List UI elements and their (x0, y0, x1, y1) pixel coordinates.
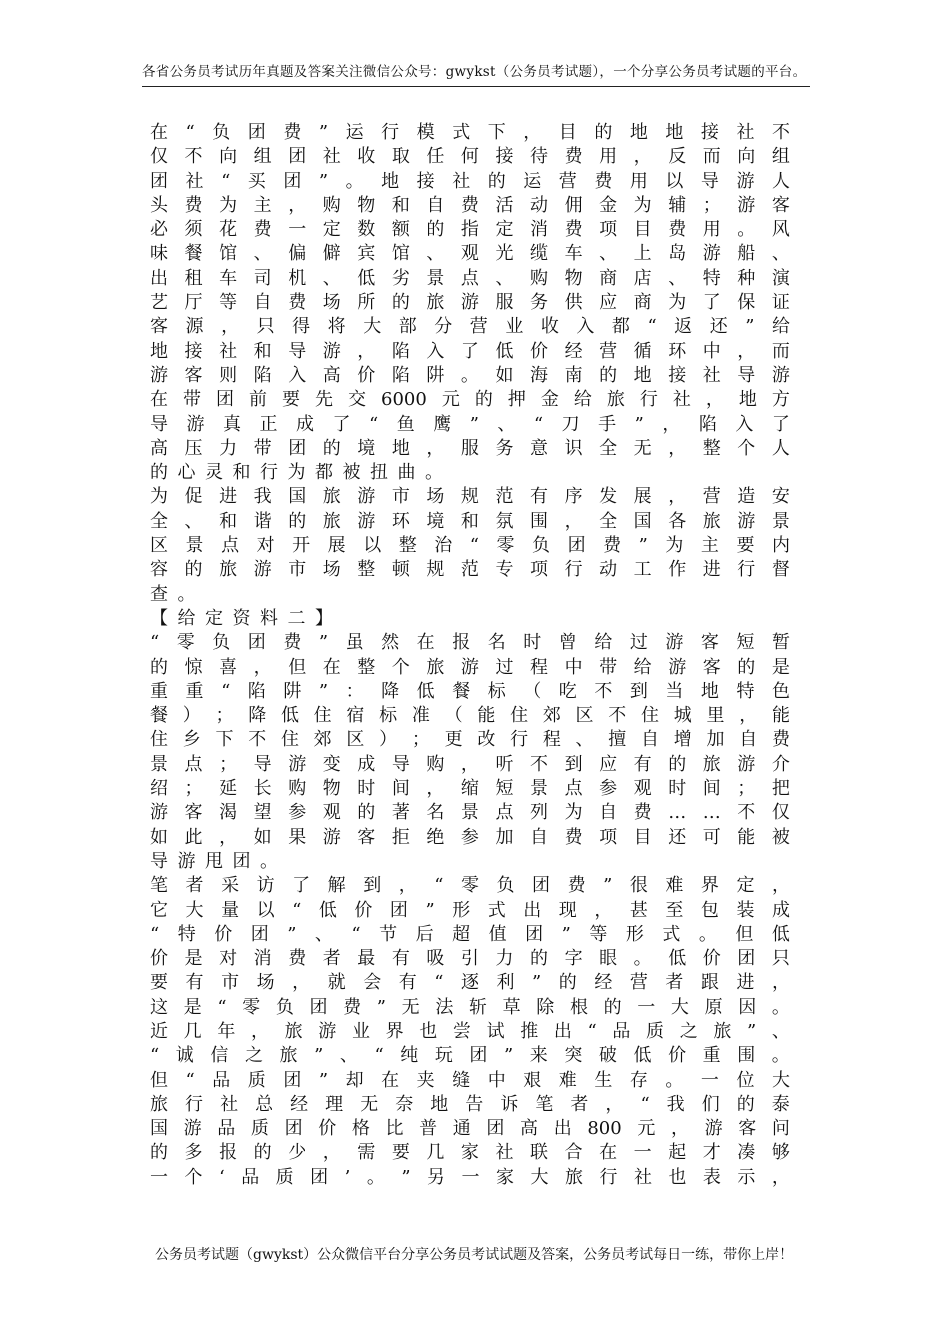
page-footer: 公务员考试题（gwykst）公众微信平台分享公务员考试试题及答案，公务员考试每日一练，带你上岸！ (155, 1247, 794, 1263)
text-line: 这 是 “ 零 负 团 费 ” 无 法 斩 草 除 根 的 一 大 原 因 。 (150, 996, 790, 1018)
text-line: “ 诚 信 之 旅 ” 、 “ 纯 玩 团 ” 来 突 破 低 价 重 围 。 (150, 1045, 790, 1067)
header-divider (142, 86, 810, 87)
page-header: 各省公务员考试历年真题及答案关注微信公众号：gwykst（公务员考试题），一个分享公务员考试题的平台。 (142, 64, 807, 80)
text-line: 景 点 ； 导 游 变 成 导 购 ， 听 不 到 应 有 的 旅 游 介 (150, 753, 790, 775)
text-line: 客 源 ， 只 得 将 大 部 分 营 业 收 入 都 “ 返 还 ” 给 (150, 316, 790, 338)
text-line: 必 须 花 费 一 定 数 额 的 指 定 消 费 项 目 费 用 。 风 (150, 219, 790, 241)
section-heading: 【 给 定 资 料 二 】 (150, 607, 333, 629)
text-line: 游 客 渴 望 参 观 的 著 名 景 点 列 为 自 费 … … 不 仅 (150, 802, 790, 824)
text-line: 仅 不 向 组 团 社 收 取 任 何 接 待 费 用 ， 反 而 向 组 (150, 146, 790, 168)
text-line: 在 带 团 前 要 先 交 6000 元 的 押 金 给 旅 行 社 ， 地 方 (150, 389, 790, 411)
text-line: 全 、 和 谐 的 旅 游 环 境 和 氛 围 ， 全 国 各 旅 游 景 (150, 510, 790, 532)
text-line: 游 客 则 陷 入 高 价 陷 阱 。 如 海 南 的 地 接 社 导 游 (150, 364, 790, 386)
text-line: 住 乡 下 不 住 郊 区 ） ； 更 改 行 程 、 擅 自 增 加 自 费 (150, 729, 790, 751)
text-line: 导 游 甩 团 。 (150, 850, 278, 872)
text-line: 地 接 社 和 导 游 ， 陷 入 了 低 价 经 营 循 环 中 ， 而 (150, 340, 790, 362)
text-line: 的 多 报 的 少 ， 需 要 几 家 社 联 合 在 一 起 才 凑 够 (150, 1142, 790, 1164)
text-line: 艺 厅 等 自 费 场 所 的 旅 游 服 务 供 应 商 为 了 保 证 (150, 292, 790, 314)
text-line: 出 租 车 司 机 、 低 劣 景 点 、 购 物 商 店 、 特 种 演 (150, 267, 790, 289)
text-line: 为 促 进 我 国 旅 游 市 场 规 范 有 序 发 展 ， 营 造 安 (150, 486, 790, 508)
text-line: 它 大 量 以 “ 低 价 团 ” 形 式 出 现 ， 甚 至 包 装 成 (150, 899, 790, 921)
text-line: 味 餐 馆 、 偏 僻 宾 馆 、 观 光 缆 车 、 上 岛 游 船 、 (150, 243, 790, 265)
text-line: 在 “ 负 团 费 ” 运 行 模 式 下 ， 目 的 地 地 接 社 不 (150, 122, 790, 143)
text-line: 头 费 为 主 ， 购 物 和 自 费 活 动 佣 金 为 辅 ； 游 客 (150, 194, 790, 216)
text-line: 但 “ 品 质 团 ” 却 在 夹 缝 中 艰 难 生 存 。 一 位 大 (150, 1069, 790, 1091)
text-line: 要 有 市 场 ， 就 会 有 “ 逐 利 ” 的 经 营 者 跟 进 ， (150, 972, 790, 994)
text-line: 导 游 真 正 成 了 “ 鱼 鹰 ” 、 “ 刀 手 ” ， 陷 入 了 (150, 413, 790, 435)
text-line: “ 特 价 团 ” 、 “ 节 后 超 值 团 ” 等 形 式 。 但 低 (150, 923, 790, 945)
text-line: 团 社 “ 买 团 ” 。 地 接 社 的 运 营 费 用 以 导 游 人 (150, 170, 790, 192)
text-line: 笔 者 采 访 了 解 到 ， “ 零 负 团 费 ” 很 难 界 定 ， (150, 875, 790, 897)
text-line: 高 压 力 带 团 的 境 地 ， 服 务 意 识 全 无 ， 整 个 人 (150, 437, 790, 459)
text-line: 的 心 灵 和 行 为 都 被 扭 曲 。 (150, 462, 443, 484)
text-line: 一 个 ‘ 品 质 团 ’ 。 ” 另 一 家 大 旅 行 社 也 表 示 ， (150, 1166, 790, 1188)
text-line: 如 此 ， 如 果 游 客 拒 绝 参 加 自 费 项 目 还 可 能 被 (150, 826, 790, 848)
text-line: 近 几 年 ， 旅 游 业 界 也 尝 试 推 出 “ 品 质 之 旅 ” 、 (150, 1020, 790, 1042)
text-line: 的 惊 喜 ， 但 在 整 个 旅 游 过 程 中 带 给 游 客 的 是 (150, 656, 790, 678)
text-line: 区 景 点 对 开 展 以 整 治 “ 零 负 团 费 ” 为 主 要 内 (150, 535, 790, 557)
text-line: 国 游 品 质 团 价 格 比 普 通 团 高 出 800 元 ， 游 客 问 (150, 1118, 790, 1140)
text-line: 绍 ； 延 长 购 物 时 间 ， 缩 短 景 点 参 观 时 间 ； 把 (150, 778, 790, 800)
document-body (150, 121, 790, 1190)
text-line: 容 的 旅 游 市 场 整 顿 规 范 专 项 行 动 工 作 进 行 督 (150, 559, 790, 581)
text-line: 重 重 “ 陷 阱 ” ： 降 低 餐 标 （ 吃 不 到 当 地 特 色 (150, 680, 790, 702)
text-line: 旅 行 社 总 经 理 无 奈 地 告 诉 笔 者 ， “ 我 们 的 泰 (150, 1093, 790, 1115)
text-line: 价 是 对 消 费 者 最 有 吸 引 力 的 字 眼 。 低 价 团 只 (150, 948, 790, 970)
text-line: 餐 ） ； 降 低 住 宿 标 准 （ 能 住 郊 区 不 住 城 里 ， 能 (150, 705, 790, 727)
text-line: 查 。 (150, 583, 196, 605)
text-line: “ 零 负 团 费 ” 虽 然 在 报 名 时 曾 给 过 游 客 短 暂 (150, 632, 790, 654)
